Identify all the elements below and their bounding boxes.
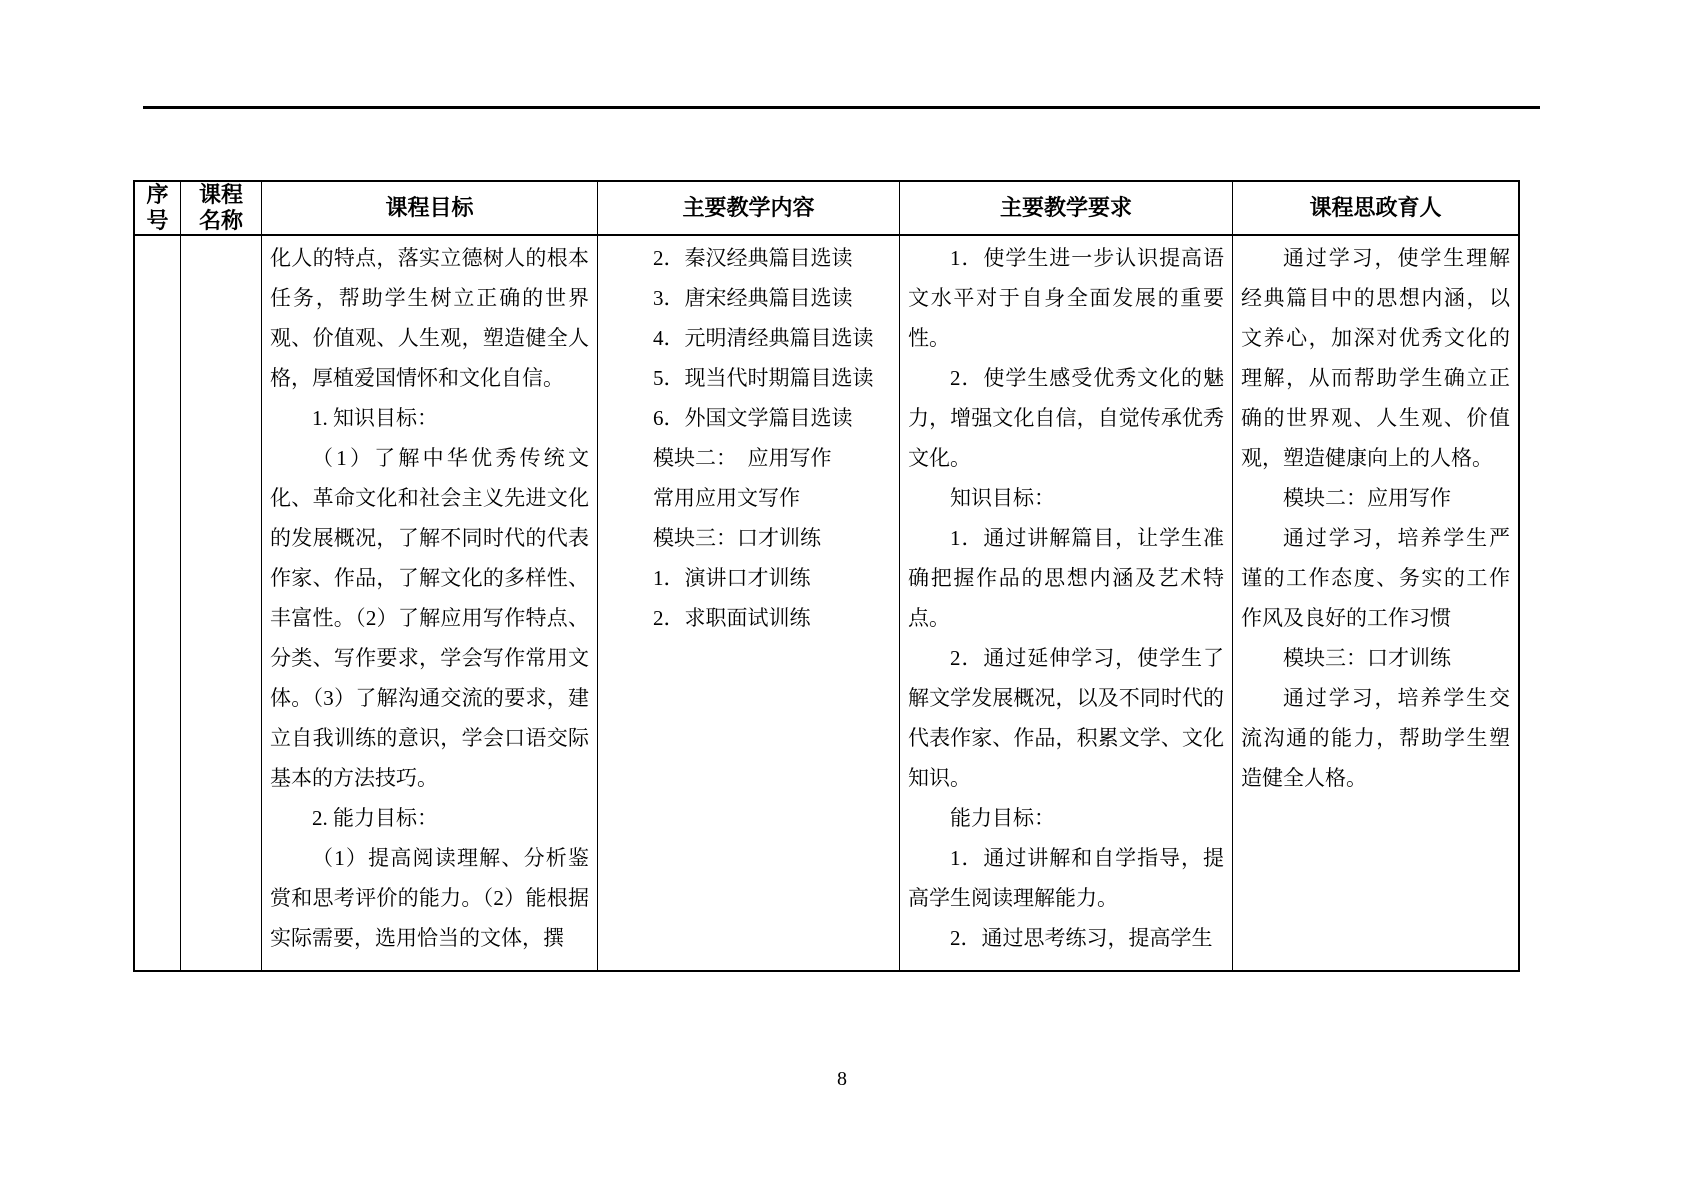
- header-serial-number: [135, 182, 181, 234]
- paragraph: （1）提高阅读理解、分析鉴赏和思考评价的能力。（2）能根据实际需要，选用恰当的文体，撰: [270, 846, 589, 950]
- header-ideological-education: [1233, 182, 1518, 234]
- header-ideological-education-label: 课程思政育人: [1309, 195, 1442, 220]
- paragraph: 1．使学生进一步认识提高语文水平对于自身全面发展的重要性。: [908, 246, 1224, 350]
- course-outline-table: [133, 180, 1520, 972]
- table-body-row: [135, 236, 1518, 970]
- paragraph: 化人的特点，落实立德树人的根本任务，帮助学生树立正确的世界观、价值观、人生观，塑造健全人格，厚植爱国情怀和文化自信。: [270, 246, 589, 390]
- paragraph: 通过学习，培养学生交流沟通的能力，帮助学生塑造健全人格。: [1241, 686, 1510, 790]
- list-item: 6．外国文学篇目选读: [653, 406, 853, 430]
- cell-serial-number: [135, 236, 181, 970]
- paragraph: 2．使学生感受优秀文化的魅力，增强文化自信，自觉传承优秀文化。: [908, 366, 1224, 470]
- paragraph: 模块二：应用写作: [1283, 486, 1451, 510]
- page-header-rule: [143, 106, 1540, 109]
- list-item: 2．秦汉经典篇目选读: [653, 246, 853, 270]
- table-header-row: [135, 182, 1518, 236]
- paragraph: 通过学习，使学生理解经典篇目中的思想内涵，以文养心，加深对优秀文化的理解，从而帮助学生确立正确的世界观、人生观、价值观，塑造健康向上的人格。: [1241, 246, 1510, 470]
- paragraph: 模块三：口才训练: [1283, 646, 1451, 670]
- header-serial-number-label: 序号: [146, 182, 169, 233]
- list-item: 模块二： 应用写作: [653, 446, 832, 470]
- paragraph: 通过学习，培养学生严谨的工作态度、务实的工作作风及良好的工作习惯: [1241, 526, 1510, 630]
- paragraph: 1. 知识目标：: [312, 406, 438, 430]
- header-course-name: [181, 182, 262, 234]
- header-teaching-requirements-label: 主要教学要求: [999, 195, 1132, 220]
- cell-ideological-education: [1233, 236, 1518, 970]
- header-teaching-requirements: [900, 182, 1233, 234]
- list-item: 4．元明清经典篇目选读: [653, 326, 874, 350]
- cell-teaching-requirements: [900, 236, 1233, 970]
- header-teaching-content-label: 主要教学内容: [682, 195, 815, 220]
- list-item: 模块三：口才训练: [653, 526, 821, 550]
- paragraph: 2. 能力目标：: [312, 806, 438, 830]
- paragraph: 1．通过讲解和自学指导，提高学生阅读理解能力。: [908, 846, 1224, 910]
- list-item: 1．演讲口才训练: [653, 566, 811, 590]
- paragraph: 1．通过讲解篇目，让学生准确把握作品的思想内涵及艺术特点。: [908, 526, 1224, 630]
- paragraph: 2．通过延伸学习，使学生了解文学发展概况，以及不同时代的代表作家、作品，积累文学、文化知识。: [908, 646, 1224, 790]
- header-course-objectives: [262, 182, 598, 234]
- paragraph: 知识目标：: [950, 486, 1055, 510]
- list-item: 2．求职面试训练: [653, 606, 811, 630]
- cell-course-name: [181, 236, 262, 970]
- list-item: 常用应用文写作: [653, 486, 800, 510]
- cell-course-objectives: [262, 236, 598, 970]
- paragraph: 能力目标：: [950, 806, 1055, 830]
- page-number: 8: [837, 1068, 847, 1090]
- header-course-name-label: 课程名称: [198, 182, 243, 233]
- list-item: 5．现当代时期篇目选读: [653, 366, 874, 390]
- cell-teaching-content: [598, 236, 900, 970]
- header-teaching-content: [598, 182, 900, 234]
- paragraph: 2．通过思考练习，提高学生: [950, 926, 1213, 950]
- paragraph: （1）了解中华优秀传统文化、革命文化和社会主义先进文化的发展概况，了解不同时代的代表作家、作品，了解文化的多样性、丰富性。（2）了解应用写作特点、分类、写作要求，学会写作常用文体。（3）了解沟通交流的要求，建立自我训练的意识，学会口语交际基本的方法技巧。: [270, 446, 589, 790]
- header-course-objectives-label: 课程目标: [385, 195, 474, 220]
- list-item: 3．唐宋经典篇目选读: [653, 286, 853, 310]
